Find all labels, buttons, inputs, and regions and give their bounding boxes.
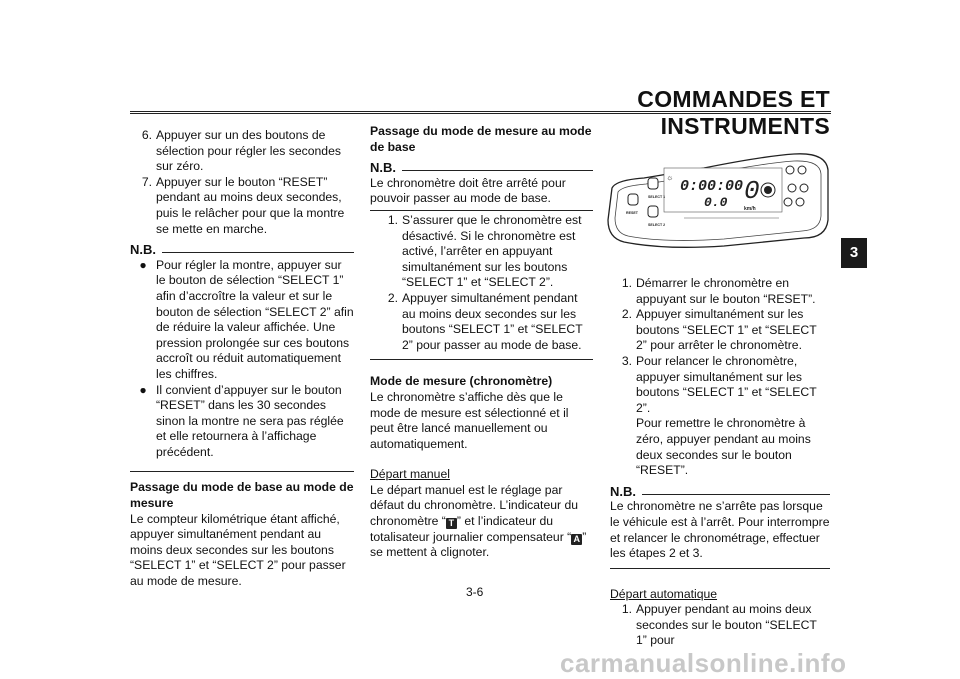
- indicator-lamp: [800, 184, 808, 192]
- subheading: Départ manuel: [370, 467, 450, 482]
- step-1: 1. Démarrer le chronomètre en appuyant sur le bouton “RESET”.: [621, 276, 816, 306]
- step-6: 6. Appuyer sur un des boutons de sélection pour régler les secondes sur zéro.: [141, 128, 341, 174]
- reset-button: [628, 194, 638, 205]
- svg-text:RESET: RESET: [626, 211, 638, 215]
- nb-header: N.B.: [610, 484, 830, 500]
- step-2: 2. Appuyer simultanément pendant au moins deux secondes sur les boutons “SELECT 1” et “SELECT 2” pour passer au mode de base.: [387, 290, 583, 352]
- select-1-button: [648, 178, 658, 189]
- trip-display: 0.0: [704, 195, 728, 210]
- page-title: COMMANDES ET INSTRUMENTS: [637, 86, 830, 139]
- page-number: 3-6: [466, 585, 484, 599]
- tripmeter-icon: A: [571, 534, 582, 545]
- nb-header: N.B.: [370, 160, 593, 176]
- select-2-button: [648, 206, 658, 217]
- chronometer-icon: T: [446, 518, 457, 529]
- indicator-lamp: [798, 166, 806, 174]
- nb-text: Le chronomètre doit être arrêté pour pouvoir passer au mode de base.: [370, 175, 566, 206]
- nb-header: N.B.: [130, 242, 354, 258]
- step-1: 1. S’assurer que le chronomètre est désactivé. Si le chronomètre est activé, l’arrêter en appuyant simultanément sur les boutons “SELECT 1” et “SELECT 2”.: [387, 212, 582, 290]
- nb-bullet: ● Il convient d’appuyer sur le bouton “RESET” dans les 30 secondes sinon la montre ne sera pas réglée et elle retournera à l’affichage précédent.: [139, 382, 344, 459]
- chrono-display: 0:00:00: [680, 178, 744, 195]
- indicator-lamp: [788, 184, 796, 192]
- column-3: [610, 276, 830, 649]
- step-1: 1. Appuyer pendant au moins deux secondes sur le bouton “SELECT 1” pour: [621, 602, 817, 648]
- svg-text:☼: ☼: [666, 173, 674, 182]
- chapter-tab: 3: [841, 238, 867, 268]
- step-3: 3. Pour relancer le chronomètre, appuyer simultanément sur les boutons “SELECT 1” et “SELECT 2”. Pour remettre le chronomètre à zéro, appuyer pendant au moins deux secondes sur le bouton “RESET”.: [621, 353, 817, 478]
- column-1: [130, 128, 354, 590]
- paragraph: Le compteur kilométrique étant affiché, appuyer simultanément pendant au moins deux secondes sur les boutons “SELECT 1” et “SELECT 2” pour passer au mode de mesure.: [130, 511, 346, 589]
- svg-text:SELECT 1: SELECT 1: [648, 195, 666, 199]
- step-2: 2. Appuyer simultanément sur les boutons “SELECT 1” et “SELECT 2” pour arrêter le chronomètre.: [621, 307, 817, 353]
- watermark: carmanualsonline.info: [560, 648, 847, 678]
- indicator-lamp: [786, 166, 794, 174]
- subheading: Départ automatique: [610, 586, 718, 601]
- section-heading: Passage du mode de mesure au mode de base: [370, 124, 592, 154]
- indicator-lamp: [796, 198, 804, 206]
- title-rule: [130, 111, 831, 114]
- nb-text: Le chronomètre ne s’arrête pas lorsque le véhicule est à l’arrêt. Pour interrompre et relancer le chronométrage, effectuer les étapes 2 et 3.: [610, 499, 830, 561]
- section-heading: Mode de mesure (chronomètre): [370, 374, 553, 389]
- paragraph: Le départ manuel est le réglage par défaut du chronomètre. L’indicateur du chronomètre “ T ” et l’indicateur du totalisateur journalier compensateur “ A ” se mettent à clignoter.: [370, 482, 587, 560]
- speed-display: 0: [744, 176, 760, 206]
- column-2: [370, 124, 593, 561]
- meter-illustration: [604, 150, 832, 250]
- section-heading: Passage du mode de base au mode de mesure: [130, 480, 354, 511]
- step-7: 7. Appuyer sur le bouton “RESET” pendant au moins deux secondes, puis le relâcher pour que la montre se mette en marche.: [141, 174, 345, 236]
- nb-bullet: ● Pour régler la montre, appuyer sur le bouton de sélection “SELECT 1” afin d’accroître la valeur et sur le bouton de sélection “SELECT 2” afin de réduire la valeur affichée. Une pression prolongée sur ces boutons accroît ou réduit automatiquement les chiffres.: [139, 257, 354, 381]
- speed-unit: km/h: [744, 206, 756, 212]
- svg-text:SELECT 2: SELECT 2: [648, 223, 666, 227]
- indicator-lamp: [784, 198, 792, 206]
- paragraph: Le chronomètre s’affiche dès que le mode de mesure est sélectionné et il peut être lancé manuellement ou automatiquement.: [370, 389, 569, 451]
